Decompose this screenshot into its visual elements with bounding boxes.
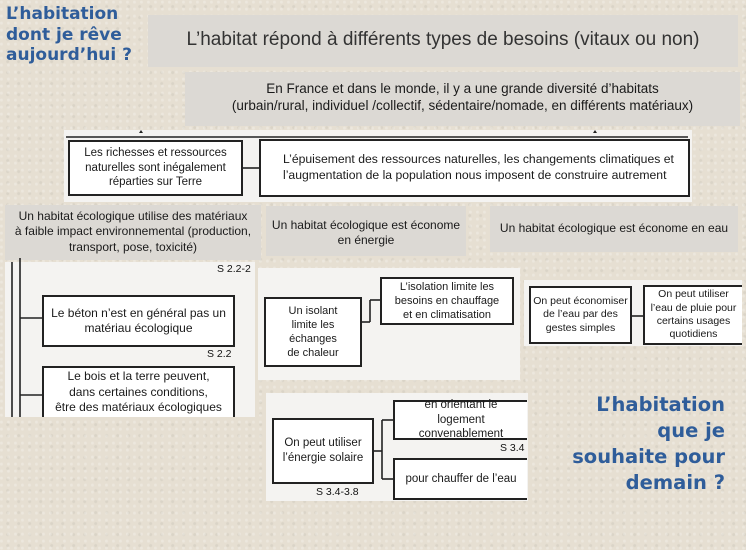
heat-water-box (393, 458, 527, 500)
beton-box (42, 295, 235, 347)
ref-s34: S 3.4 (500, 442, 525, 454)
solar-box (272, 418, 374, 484)
water-save-box (529, 286, 632, 344)
solar-text: On peut utiliser l’énergie solaire (282, 437, 364, 464)
rain-box (643, 285, 742, 345)
ref-s222: S 2.2-2 (217, 263, 251, 275)
main-title: L’habitat répond à différents types de besoins (vitaux ou non) (186, 29, 700, 50)
isolant-text: Un isolant limite les échanges de chaleur (287, 304, 339, 360)
eco-materials-text: Un habitat écologique utilise des matériaux à faible impact environnemental (production, transport, pose, toxicité) (14, 209, 252, 254)
bois-box (42, 366, 235, 417)
eco-water-text: Un habitat écologique est économe en eau (499, 221, 729, 235)
eco-energy-text: Un habitat écologique est économe en énergie (271, 218, 461, 248)
isolant-box (264, 297, 362, 367)
corner-title: L’habitation dont je rêve aujourd’hui ? (6, 4, 133, 66)
depletion-text: L’épuisement des ressources naturelles, les changements climatiques et l’augmentation de la population nous imposent de construire autrement (283, 152, 674, 182)
ref-s22: S 2.2 (207, 348, 232, 360)
isolation-box (380, 277, 514, 325)
future-title: L’habitation que je souhaite pour demain ? (572, 393, 725, 494)
water-save-text: On peut économiser de l’eau par des gestes simples (533, 294, 628, 334)
beton-text: Le béton n’est en général pas un matériau écologique (51, 305, 226, 335)
ref-s3438: S 3.4-3.8 (316, 486, 359, 498)
rain-text: On peut utiliser l’eau de pluie pour certains usages quotidiens (650, 288, 737, 341)
orient-text: en orientant le logement convenablement (418, 398, 504, 441)
depletion-box (259, 139, 690, 197)
orient-box (393, 400, 527, 440)
resources-box (68, 140, 243, 196)
diversity-text: En France et dans le monde, il y a une grande diversité d’habitats (urbain/rural, individuel /collectif, sédentaire/nomade, en différents matériaux) (231, 81, 694, 114)
resources-text: Les richesses et ressources naturelles sont inégalement réparties sur Terre (84, 146, 227, 189)
heat-water-text: pour chauffer de l’eau (405, 472, 517, 485)
bois-text: Le bois et la terre peuvent, dans certaines conditions, être des matériaux écologiques (55, 369, 222, 415)
isolation-text: L’isolation limite les besoins en chauffage et en climatisation (394, 280, 500, 322)
